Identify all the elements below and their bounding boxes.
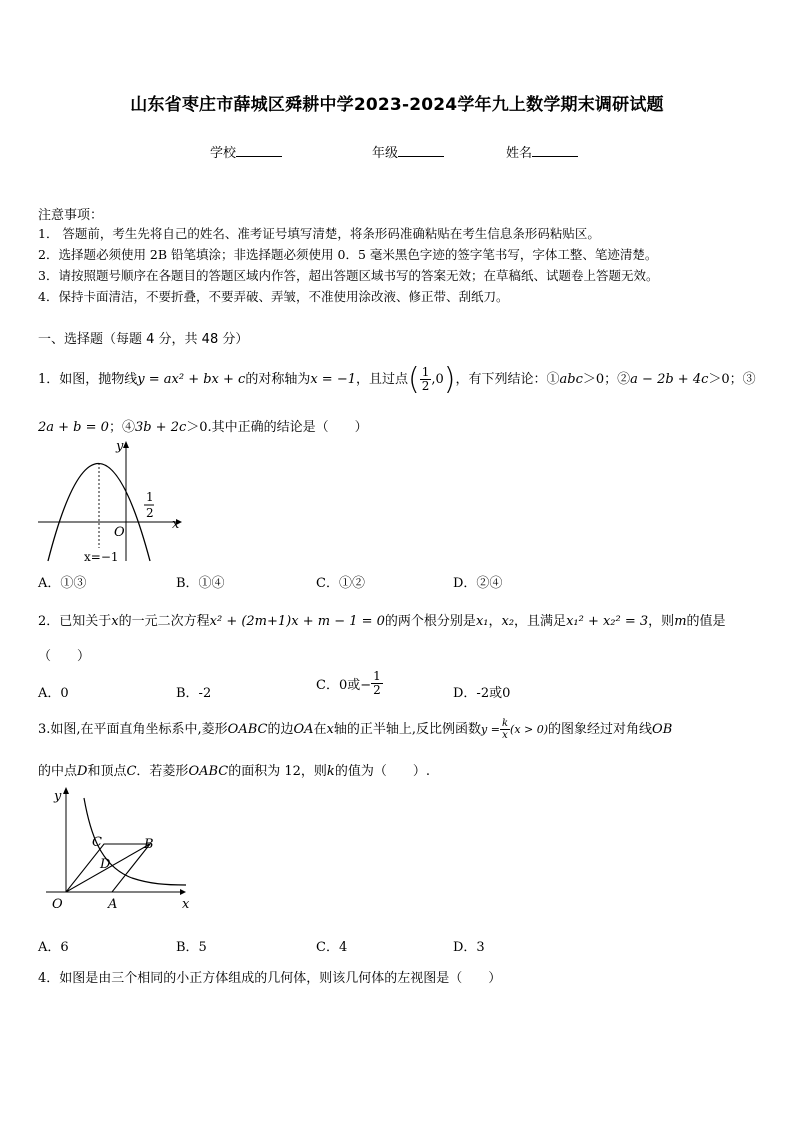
- fig3-d-label: D: [100, 857, 111, 872]
- fig3-a-label: A: [108, 897, 118, 912]
- q3-option-b[interactable]: B．5: [176, 940, 207, 955]
- q3-option-d[interactable]: D．3: [453, 940, 485, 955]
- q2-option-c[interactable]: C．0或− $\frac{1}{2}$: [316, 669, 381, 697]
- q1-option-b[interactable]: B．①④: [176, 576, 225, 591]
- fig1-half-den: 2: [146, 506, 154, 520]
- fig1-y-label: y: [116, 439, 124, 454]
- school-blank[interactable]: [236, 144, 282, 157]
- fig1-x-label: x: [172, 517, 180, 532]
- notes-heading: 注意事项：: [38, 208, 104, 223]
- q2-option-b[interactable]: B．-2: [176, 686, 212, 701]
- page-title: 山东省枣庄市薛城区舜耕中学2023-2024学年九上数学期末调研试题: [130, 95, 664, 115]
- q1-option-d[interactable]: D．②④: [453, 576, 503, 591]
- q3-option-a[interactable]: A．6: [38, 940, 69, 955]
- note-item-2: 2．选择题必须使用 2B 铅笔填涂；非选择题必须使用 0．5 毫米黑色字迹的签字笔书写，字体工整、笔迹清楚。: [38, 247, 658, 262]
- name-blank[interactable]: [532, 144, 578, 157]
- school-field: [210, 142, 282, 161]
- question-1-figure: [36, 436, 196, 566]
- q2-option-c-fraction: $\frac{1}{2}$: [373, 669, 381, 697]
- fig3-b-label: B: [144, 837, 154, 852]
- fig1-origin-label: O: [114, 525, 125, 540]
- grade-blank[interactable]: [398, 144, 444, 157]
- school-label: 学校: [210, 146, 237, 161]
- q2-option-d[interactable]: D．-2或0: [453, 686, 511, 701]
- fig3-x-label: x: [182, 897, 190, 912]
- question-1-line-2: 2a + b = 0；④3b + 2c＞0.其中正确的结论是（ ）: [38, 420, 368, 435]
- q1-option-c[interactable]: C．①②: [316, 576, 365, 591]
- question-2-line-1: 2．已知关于x的一元二次方程x² + (2m+1)x + m − 1 = 0的两个根分别是x₁，x₂，且满足x₁² + x₂² = 3，则m的值是: [38, 614, 726, 629]
- q3-option-c[interactable]: C．4: [316, 940, 348, 955]
- fig1-half-num: 1: [146, 490, 154, 504]
- fig3-y-label: y: [54, 789, 62, 804]
- question-1-line-1: 1．如图，抛物线y = ax² + bx + c的对称轴为x = −1，且过点( $\frac{1}{2}$ ,0)，有下列结论：①abc＞0；②a − 2b + 4c＞0；③: [38, 362, 756, 397]
- name-label: 姓名: [506, 146, 533, 161]
- note-item-4: 4．保持卡面清洁，不要折叠，不要弄破、弄皱，不准使用涂改液、修正带、刮纸刀。: [38, 289, 509, 304]
- fig1-axis-label: x=−1: [84, 550, 119, 564]
- question-3-line-2: 的中点D和顶点C．若菱形OABC的面积为 12，则k的值为（ ）.: [38, 764, 430, 779]
- question-2-line-2: （ ）: [38, 649, 91, 664]
- q2-option-a[interactable]: A．0: [38, 686, 69, 701]
- question-4-line-1: 4．如图是由三个相同的小正方体组成的几何体，则该几何体的左视图是（ ）: [38, 971, 502, 986]
- q1-option-a[interactable]: A．①③: [38, 576, 87, 591]
- question-3-figure: [40, 782, 200, 914]
- question-3-line-1: 3.如图,在平面直角坐标系中,菱形OABC的边OA在x轴的正半轴上,反比例函数y = $\frac{k}{x}$ (x > 0)的图象经过对角线OB: [38, 718, 673, 741]
- point-fraction: $\frac{1}{2}$: [421, 365, 430, 393]
- fig3-c-label: C: [92, 835, 102, 850]
- note-item-1: 1． 答题前，考生先将自己的姓名、准考证号填写清楚，将条形码准确粘贴在考生信息条形码粘贴区。: [38, 226, 600, 241]
- name-field: [506, 142, 578, 161]
- fig3-origin-label: O: [52, 897, 63, 912]
- grade-field: [372, 142, 444, 161]
- note-item-3: 3．请按照题号顺序在各题目的答题区域内作答，超出答题区域书写的答案无效；在草稿纸、试题卷上答题无效。: [38, 268, 659, 283]
- func-fraction: $\frac{k}{x}$: [501, 718, 509, 741]
- section-choice-heading: 一、选择题（每题 4 分，共 48 分）: [38, 332, 249, 347]
- grade-label: 年级: [372, 146, 399, 161]
